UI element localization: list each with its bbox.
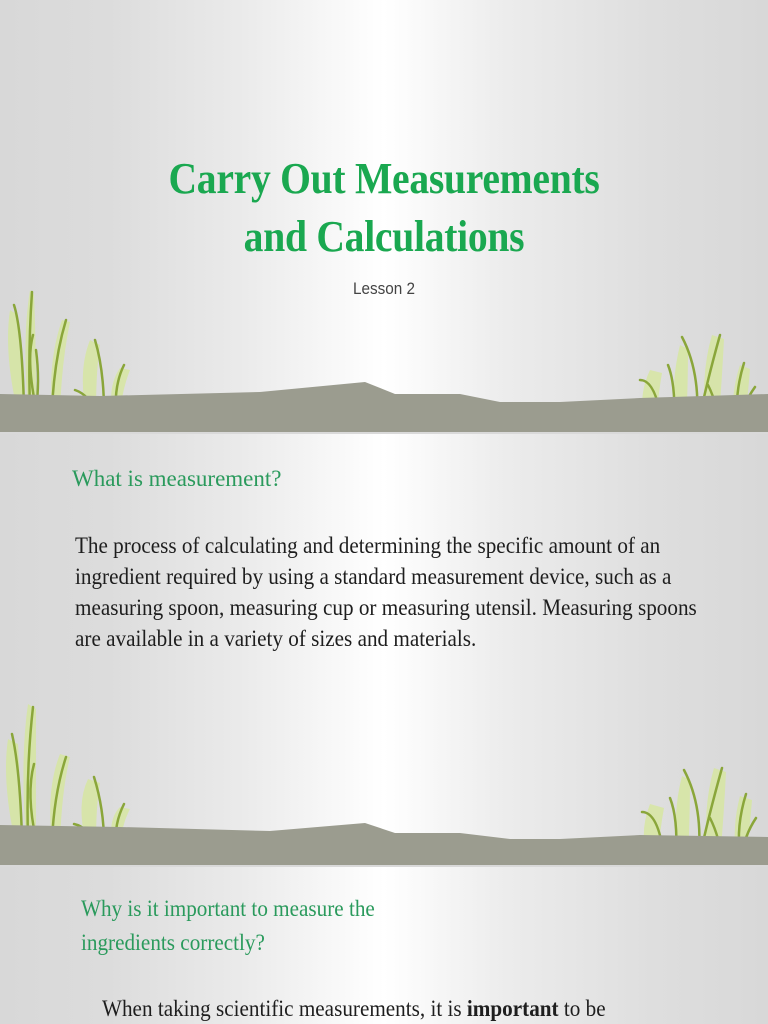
body-text-emphasis: important — [466, 996, 559, 1021]
slide-title-text — [38, 150, 729, 266]
slide-body-text — [102, 993, 764, 1024]
hill-ground-icon — [0, 805, 768, 865]
hill-ground-icon — [0, 372, 768, 432]
heading-line-2: ingredients correctly? — [81, 930, 265, 955]
lesson-subtitle: Lesson 2 — [352, 279, 416, 298]
slide-title — [0, 0, 768, 432]
title-line-2: and Calculations — [243, 212, 525, 261]
slide-what-is-measurement — [0, 434, 768, 865]
slide-body-text: The process of calculating and determining the specific amount of an ingredient required by using a standard measurement device, such as a measuring spoon, measuring cup or measuring utensil. Measuring spoons are available in a variety of sizes and materials. — [75, 533, 697, 651]
slide-why-important — [0, 867, 768, 1024]
heading-line-1: Why is it important to measure the — [81, 896, 375, 921]
body-text-start: When taking scientific measurements, it is — [102, 996, 467, 1021]
slide-heading: What is measurement? — [72, 466, 282, 491]
body-text-end: to be — [558, 996, 606, 1021]
title-line-1: Carry Out Measurements — [168, 154, 600, 203]
slide-heading — [81, 892, 523, 960]
